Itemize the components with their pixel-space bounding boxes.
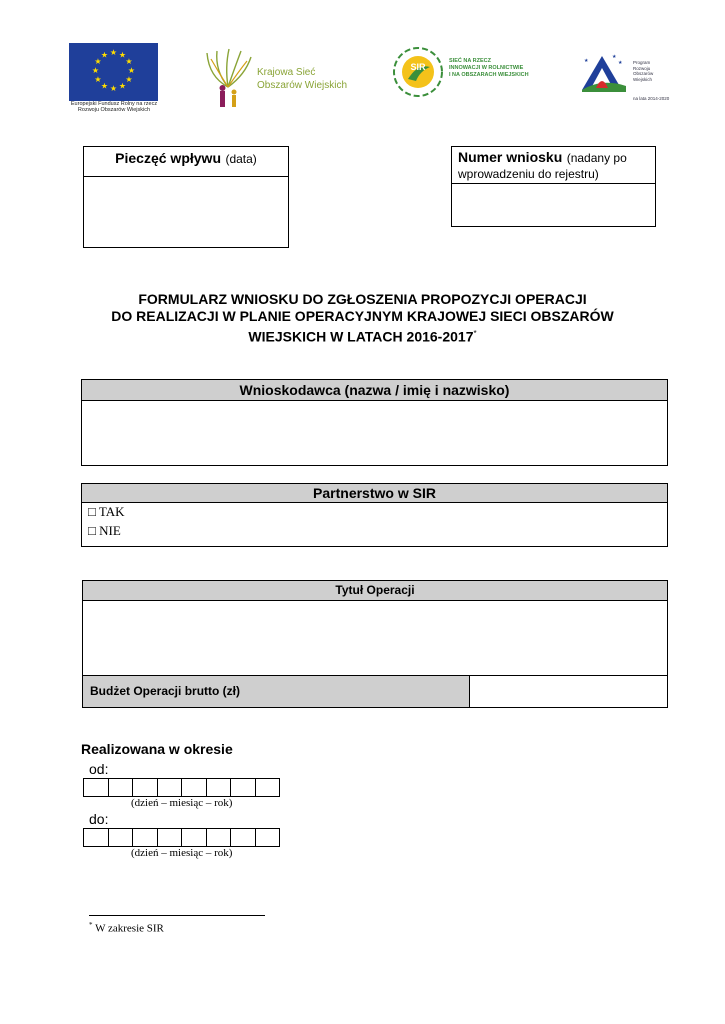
to-label: do:: [89, 811, 109, 827]
svg-text:★: ★: [584, 58, 589, 64]
option-label: NIE: [99, 523, 121, 538]
from-date-field[interactable]: [83, 778, 280, 797]
form-title: FORMULARZ WNIOSKU DO ZGŁOSZENIA PROPOZYCJI OPERACJI DO REALIZACJI W PLANIE OPERACYJNYM KRAJOWEJ SIECI OBSZARÓW WIEJSKICH W LATACH 2016-2017*: [111, 291, 614, 345]
budget-input[interactable]: [470, 676, 667, 707]
ksow-wordmark: Krajowa Sieć Obszarów Wiejskich: [257, 67, 348, 91]
budget-row: [83, 676, 667, 707]
eu-caption: Europejski Fundusz Rolny na rzecz Rozwoju Obszarów Wiejskich: [70, 101, 158, 113]
ksow-logo: [199, 47, 257, 109]
from-date-hint: (dzień – miesiąc – rok): [131, 797, 233, 809]
to-date-hint: (dzień – miesiąc – rok): [131, 847, 233, 859]
svg-text:★: ★: [100, 50, 109, 60]
svg-text:★: ★: [91, 66, 100, 75]
sir-wordmark: SIEĆ NA RZECZ INNOWACJI W ROLNICTWIE I NA OBSZARACH WIEJSKICH: [449, 58, 529, 78]
svg-text:★: ★: [94, 57, 102, 66]
number-box-header: [452, 147, 655, 184]
partnership-header: Partnerstwo w SIR: [82, 484, 667, 503]
footnote-divider: [89, 915, 265, 916]
to-date-field[interactable]: [83, 828, 280, 847]
partnership-option-nie[interactable]: [88, 523, 121, 539]
applicant-input-area[interactable]: [82, 401, 667, 465]
svg-text:★: ★: [94, 75, 102, 84]
svg-text:★: ★: [125, 75, 133, 84]
svg-text:★: ★: [127, 66, 136, 75]
number-label: Numer wniosku: [458, 149, 563, 165]
operation-title-header: Tytuł Operacji: [83, 581, 667, 601]
title-footnote-mark: *: [473, 329, 477, 338]
svg-text:★: ★: [618, 60, 623, 66]
prow-logo: [576, 48, 632, 94]
stamp-label: Pieczęć wpływu: [115, 150, 221, 166]
svg-text:★: ★: [100, 81, 109, 91]
budget-label: Budżet Operacji brutto (zł): [83, 676, 470, 707]
svg-text:★: ★: [109, 84, 118, 93]
checkbox-icon: □: [88, 504, 96, 519]
svg-text:★: ★: [109, 48, 118, 57]
operation-title-input[interactable]: [83, 601, 667, 676]
number-sublabel: (nadany po wprowadzeniu do rejestru): [458, 151, 627, 181]
svg-text:★: ★: [118, 50, 127, 60]
operation-section: [82, 580, 668, 708]
svg-text:SIR: SIR: [410, 62, 426, 72]
svg-text:★: ★: [125, 57, 133, 66]
from-label: od:: [89, 761, 109, 777]
eu-flag-logo: [69, 43, 158, 101]
partnership-section: [81, 483, 668, 547]
svg-text:★: ★: [118, 81, 127, 91]
stamp-sublabel: (data): [225, 152, 257, 166]
svg-text:★: ★: [612, 54, 617, 60]
option-label: TAK: [98, 504, 125, 519]
stamp-box[interactable]: [83, 146, 289, 248]
prow-wordmark: Program Rozwoju Obszarów Wiejskich na lata 2014-2020: [633, 60, 670, 101]
stamp-box-header: [84, 147, 288, 177]
sir-logo: [390, 45, 446, 99]
applicant-header: Wnioskodawca (nazwa / imię i nazwisko): [82, 380, 667, 401]
checkbox-icon: □: [88, 523, 96, 538]
eu-stars-icon: [69, 43, 158, 101]
period-heading: Realizowana w okresie: [81, 741, 233, 757]
application-number-box[interactable]: [451, 146, 656, 227]
footnote: * W zakresie SIR: [89, 921, 164, 935]
partnership-option-tak[interactable]: [88, 504, 125, 520]
applicant-section: [81, 379, 668, 466]
